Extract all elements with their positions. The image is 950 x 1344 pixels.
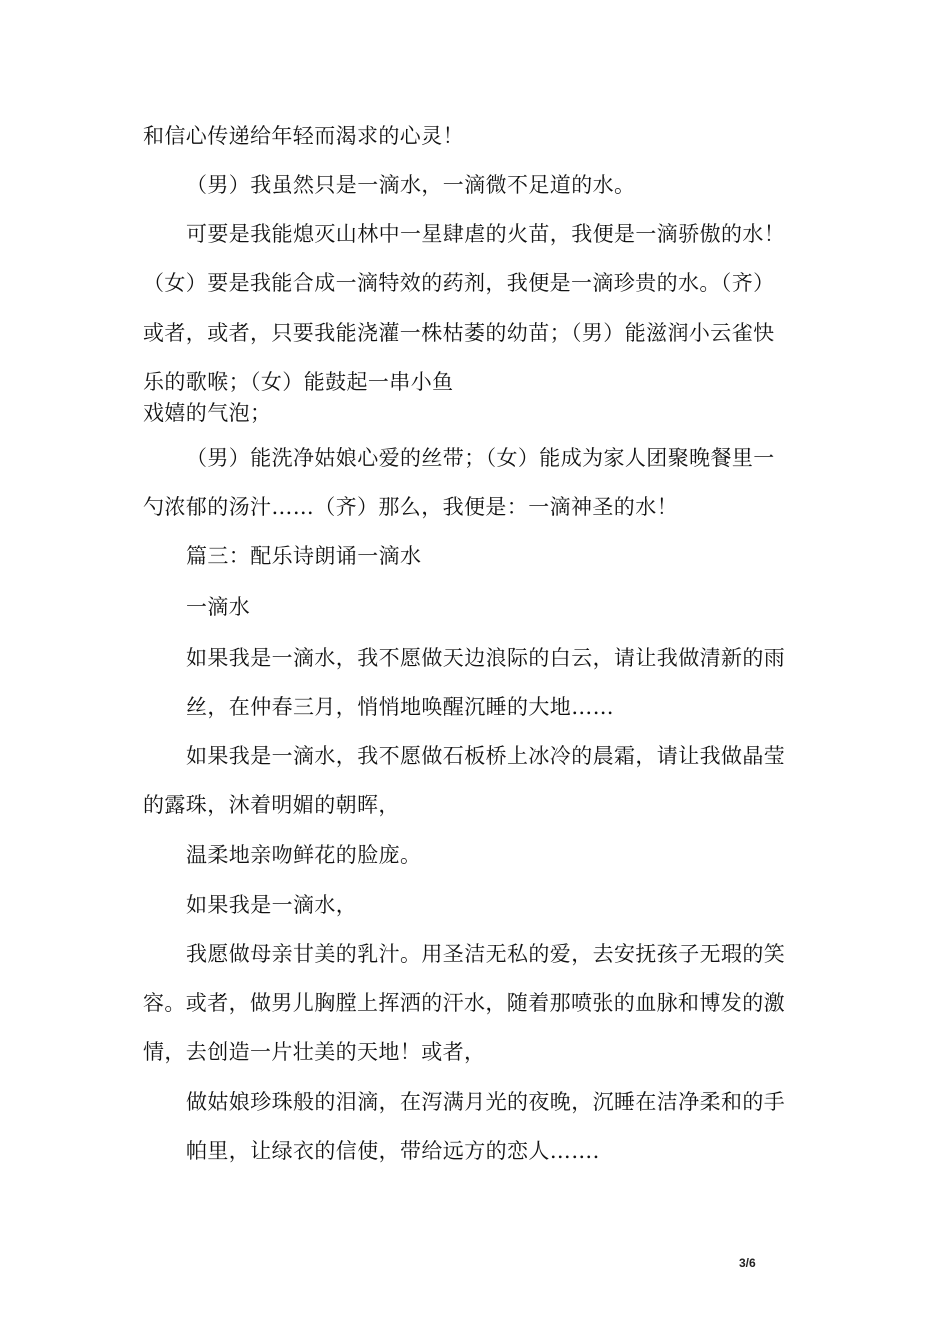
text-line: 和信心传递给年轻而渴求的心灵！ bbox=[143, 124, 464, 148]
poem-title: 一滴水 bbox=[186, 595, 251, 619]
text-line: 情，去创造一片壮美的天地！或者， bbox=[143, 1040, 486, 1064]
text-line: 容。或者，做男儿胸膛上挥洒的汗水，随着那喷张的血脉和博发的激 bbox=[143, 991, 785, 1015]
text-line: 如果我是一滴水，我不愿做天边浪际的白云，请让我做清新的雨 bbox=[186, 646, 786, 670]
text-line: 或者，或者，只要我能浇灌一株枯萎的幼苗；（男）能滋润小云雀快 bbox=[143, 321, 775, 345]
text-line: 温柔地亲吻鲜花的脸庞。 bbox=[186, 843, 422, 867]
text-line: 如果我是一滴水， bbox=[186, 893, 358, 917]
text-line: 戏嬉的气泡； bbox=[143, 401, 272, 425]
text-line: 的露珠，沐着明媚的朝晖， bbox=[143, 793, 400, 817]
text-line: 做姑娘珍珠般的泪滴，在泻满月光的夜晚，沉睡在洁净柔和的手 bbox=[186, 1090, 786, 1114]
text-line: 如果我是一滴水，我不愿做石板桥上冰冷的晨霜，请让我做晶莹 bbox=[186, 744, 786, 768]
text-line: （男）能洗净姑娘心爱的丝带；（女）能成为家人团聚晚餐里一 bbox=[186, 446, 775, 470]
text-line: （男）我虽然只是一滴水，一滴微不足道的水。 bbox=[186, 173, 636, 197]
text-line: 帕里，让绿衣的信使，带给远方的恋人……. bbox=[186, 1139, 600, 1163]
page-number: 3/6 bbox=[739, 1256, 756, 1270]
text-line: 勺浓郁的汤汁……（齐）那么，我便是：一滴神圣的水！ bbox=[143, 495, 678, 519]
section-heading: 篇三：配乐诗朗诵一滴水 bbox=[186, 544, 422, 568]
text-line: （女）要是我能合成一滴特效的药剂，我便是一滴珍贵的水。（齐） bbox=[143, 271, 775, 295]
text-line: 可要是我能熄灭山林中一星肆虐的火苗，我便是一滴骄傲的水！ bbox=[186, 222, 786, 246]
text-line: 乐的歌喉；（女）能鼓起一串小鱼 bbox=[143, 370, 454, 394]
text-line: 我愿做母亲甘美的乳汁。用圣洁无私的爱，去安抚孩子无瑕的笑 bbox=[186, 942, 786, 966]
text-line: 丝，在仲春三月，悄悄地唤醒沉睡的大地…… bbox=[186, 695, 614, 719]
